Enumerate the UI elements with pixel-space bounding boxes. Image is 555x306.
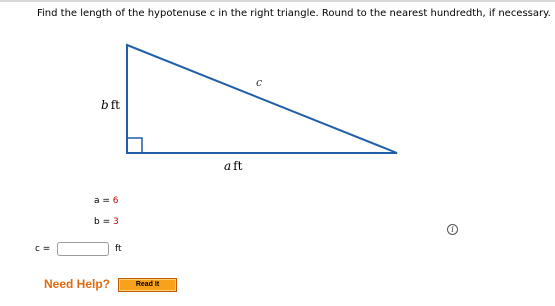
answer-unit: ft [115,244,122,254]
answer-input[interactable] [57,242,109,256]
given-b-eq: = [99,217,113,227]
hypotenuse-label: c [256,76,263,89]
vertical-side-label [101,98,120,112]
given-a-value: 6 [112,196,119,206]
horizontal-side-unit: ft [233,159,243,173]
given-b-var: b [94,217,100,227]
vertical-side-unit: ft [110,98,120,112]
answer-label: c = [35,244,51,254]
horizontal-side-var: a [224,159,232,173]
given-b [94,217,119,228]
horizontal-side-label [224,159,243,173]
read-it-button[interactable]: Read It [118,278,177,292]
need-help-label: Need Help? [44,277,111,291]
info-icon[interactable]: i [447,224,458,235]
vertical-side-var: b [101,98,109,112]
given-b-value: 3 [112,217,119,227]
triangle-shape [127,45,397,153]
right-angle-marker [127,138,142,153]
given-a-eq: = [99,196,113,206]
question-text: Find the length of the hypotenuse c in the right triangle. Round to the nearest hundredth, if necessary. [37,8,551,19]
given-a-var: a [94,196,100,206]
given-a [94,196,119,207]
